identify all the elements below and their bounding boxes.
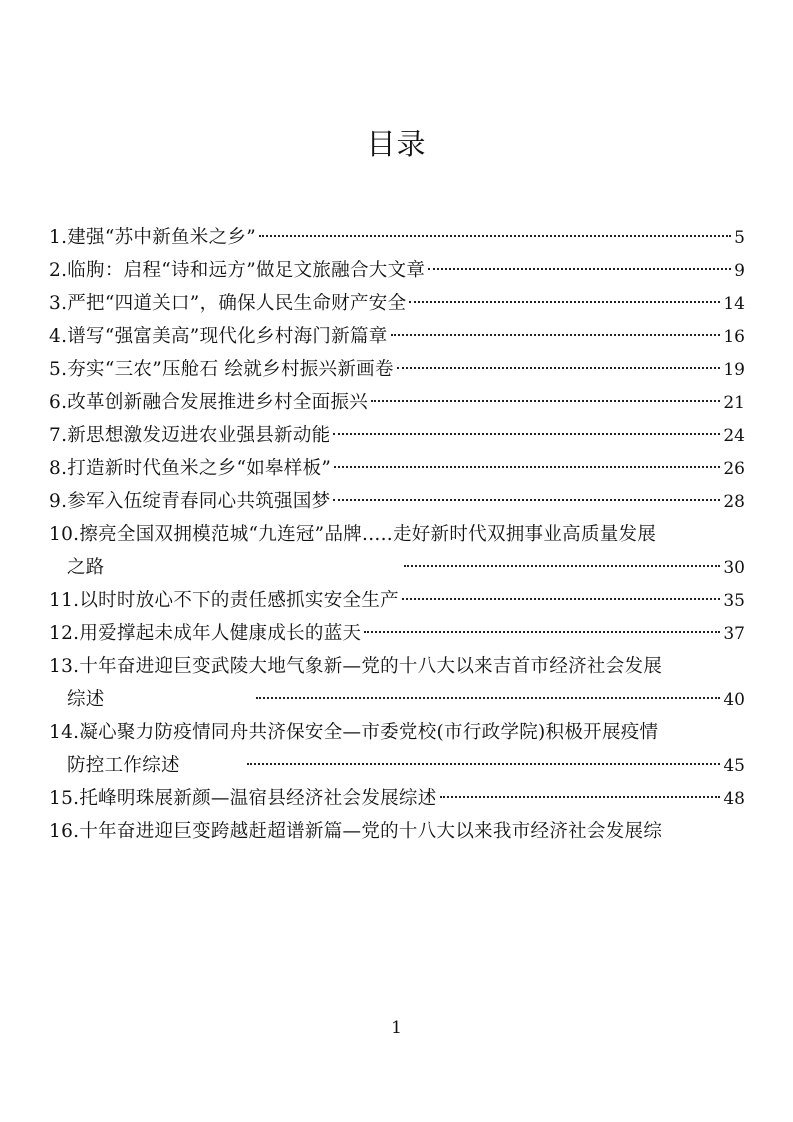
dot-leader xyxy=(440,796,721,798)
toc-entry-page: 14 xyxy=(723,294,745,314)
toc-entry-title: 2.临朐：启程“诗和远方”做足文旅融合大文章 xyxy=(49,260,426,281)
table-of-contents xyxy=(49,221,745,848)
toc-entry[interactable] xyxy=(49,584,745,617)
toc-entry-title: 3.严把“四道关口”，确保人民生命财产安全 xyxy=(49,293,407,314)
dot-leader xyxy=(402,598,720,600)
dot-leader xyxy=(391,334,721,336)
dot-leader xyxy=(259,235,731,237)
toc-entry[interactable] xyxy=(49,452,745,485)
toc-entry-page: 35 xyxy=(723,591,745,611)
dot-leader xyxy=(333,499,720,501)
dot-leader xyxy=(364,631,720,633)
toc-entry-page: 16 xyxy=(723,327,745,347)
toc-entry-page: 24 xyxy=(723,426,745,446)
dot-leader xyxy=(247,763,721,765)
toc-entry[interactable] xyxy=(49,815,745,848)
toc-entry-title: 10.擦亮全国双拥模范城“九连冠”品牌.....走好新时代双拥事业高质量发展 xyxy=(49,524,657,545)
toc-entry-page: 37 xyxy=(723,624,745,644)
dot-leader xyxy=(333,433,720,435)
toc-entry-page: 26 xyxy=(723,459,745,479)
toc-entry[interactable] xyxy=(49,650,745,716)
toc-entry[interactable] xyxy=(49,716,745,782)
toc-entry-title: 12.用爱撑起未成年人健康成长的蓝天 xyxy=(49,623,362,644)
toc-entry-page: 48 xyxy=(723,789,745,809)
dot-leader xyxy=(404,565,721,567)
toc-entry-title: 7.新思想激发迈进农业强县新动能 xyxy=(49,425,331,446)
toc-entry-title: 5.夯实“三农”压舱石 绘就乡村振兴新画卷 xyxy=(49,359,394,380)
toc-entry[interactable] xyxy=(49,320,745,353)
toc-entry[interactable] xyxy=(49,287,745,320)
toc-entry[interactable] xyxy=(49,254,745,287)
toc-entry-page: 19 xyxy=(723,360,745,380)
toc-entry[interactable] xyxy=(49,518,745,584)
toc-entry-title: 8.打造新时代鱼米之乡“如皋样板” xyxy=(49,458,332,479)
toc-entry-title: 11.以时时放心不下的责任感抓实安全生产 xyxy=(49,590,399,611)
toc-entry[interactable] xyxy=(49,782,745,815)
toc-entry[interactable] xyxy=(49,617,745,650)
toc-entry-title: 4.谱写“强富美高”现代化乡村海门新篇章 xyxy=(49,326,388,347)
toc-entry-title: 15.托峰明珠展新颜—温宿县经济社会发展综述 xyxy=(49,788,437,809)
toc-entry-page: 30 xyxy=(723,558,745,578)
toc-entry-page: 9 xyxy=(734,261,745,281)
toc-entry-page: 28 xyxy=(723,492,745,512)
toc-entry-title: 6.改革创新融合发展推进乡村全面振兴 xyxy=(49,392,369,413)
toc-entry[interactable] xyxy=(49,353,745,386)
toc-entry[interactable] xyxy=(49,386,745,419)
toc-entry-title: 1.建强“苏中新鱼米之乡” xyxy=(49,227,256,248)
toc-entry-title: 16.十年奋进迎巨变跨越赶超谱新篇—党的十八大以来我市经济社会发展综 xyxy=(49,821,663,842)
toc-entry-title-continued: 防控工作综述 xyxy=(67,755,180,776)
toc-entry-page: 40 xyxy=(723,690,745,710)
toc-entry-page: 21 xyxy=(723,393,745,413)
toc-entry[interactable] xyxy=(49,419,745,452)
toc-entry-title-continued: 综述 xyxy=(67,689,105,710)
dot-leader xyxy=(397,367,721,369)
toc-entry-title: 14.凝心聚力防疫情同舟共济保安全—市委党校(市行政学院)积极开展疫情 xyxy=(49,722,659,743)
toc-entry[interactable] xyxy=(49,221,745,254)
toc-entry-page: 5 xyxy=(734,228,745,248)
toc-entry-title-continued: 之路 xyxy=(67,557,105,578)
toc-entry-page: 45 xyxy=(723,756,745,776)
toc-entry-title: 9.参军入伍绽青春同心共筑强国梦 xyxy=(49,491,331,512)
dot-leader xyxy=(334,466,720,468)
dot-leader xyxy=(428,268,731,270)
page-number: 1 xyxy=(391,1018,402,1038)
toc-entry[interactable] xyxy=(49,485,745,518)
toc-entry-title: 13.十年奋进迎巨变武陵大地气象新—党的十八大以来吉首市经济社会发展 xyxy=(49,656,663,677)
dot-leader xyxy=(409,301,720,303)
dot-leader xyxy=(256,697,721,699)
page-title: 目录 xyxy=(366,127,427,161)
dot-leader xyxy=(371,400,720,402)
